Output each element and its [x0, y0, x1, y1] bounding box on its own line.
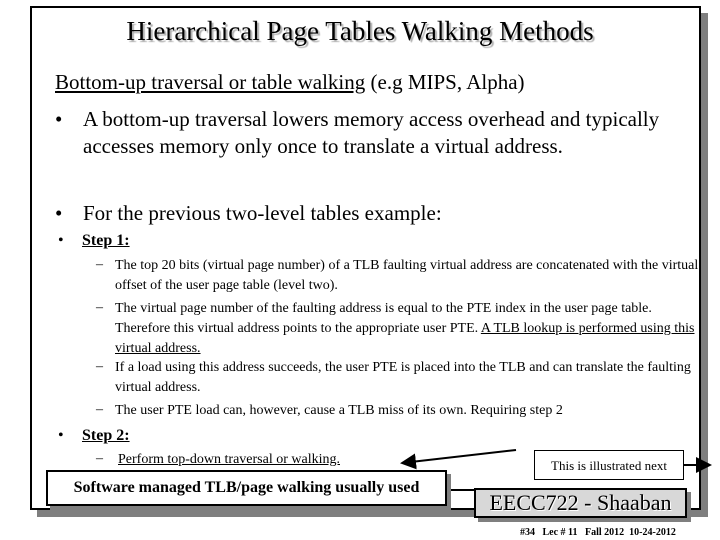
software-managed-box: Software managed TLB/page walking usually used	[46, 470, 447, 506]
bullet-2: For the previous two-level tables example:	[83, 201, 442, 225]
step-1-item: The user PTE load can, however, cause a TLB miss of its own. Requiring step 2	[115, 403, 563, 418]
course-label: EECC722 - Shaaban	[474, 488, 687, 518]
dash-icon: –	[96, 257, 103, 272]
step-1-item: The top 20 bits (virtual page number) of a TLB faulting virtual address are concatenated with the virtual offset of the user page table (level two).	[115, 258, 699, 293]
slide-title: Hierarchical Page Tables Walking Methods	[126, 16, 594, 46]
step-1-label: Step 1:	[82, 232, 130, 249]
step-1-item: The virtual page number of the faulting address is equal to the PTE index in the user page table. Therefore this virtual address points to the appropriate user PTE. A TLB lookup is performed using this virtual address.	[115, 301, 695, 356]
arrow-to-step-2	[402, 450, 516, 463]
step-2-item: Perform top-down traversal or walking.	[118, 452, 340, 467]
step-1-item: If a load using this address succeeds, the user PTE is placed into the TLB and can translate the faulting virtual address.	[115, 360, 691, 395]
dash-icon: –	[96, 451, 103, 466]
bullet-dot-icon: •	[58, 427, 64, 444]
bullet-dot-icon: •	[55, 201, 63, 225]
step-1-item-underlined: A TLB lookup is performed using this virtual address.	[115, 321, 695, 356]
dash-icon: –	[96, 402, 103, 417]
bullet-1: A bottom-up traversal lowers memory access overhead and typically accesses memory only once to translate a virtual address.	[83, 107, 660, 158]
slide-footer: #34 Lec # 11 Fall 2012 10-24-2012	[520, 527, 676, 538]
subheading-underlined: Bottom-up traversal or table walking	[55, 70, 366, 94]
bullet-dot-icon: •	[58, 232, 64, 249]
bullet-dot-icon: •	[55, 107, 63, 131]
illustrated-next-note: This is illustrated next	[534, 450, 684, 480]
dash-icon: –	[96, 300, 103, 315]
step-2-label: Step 2:	[82, 427, 130, 444]
subheading-suffix: (e.g MIPS, Alpha)	[365, 70, 525, 94]
dash-icon: –	[96, 359, 103, 374]
